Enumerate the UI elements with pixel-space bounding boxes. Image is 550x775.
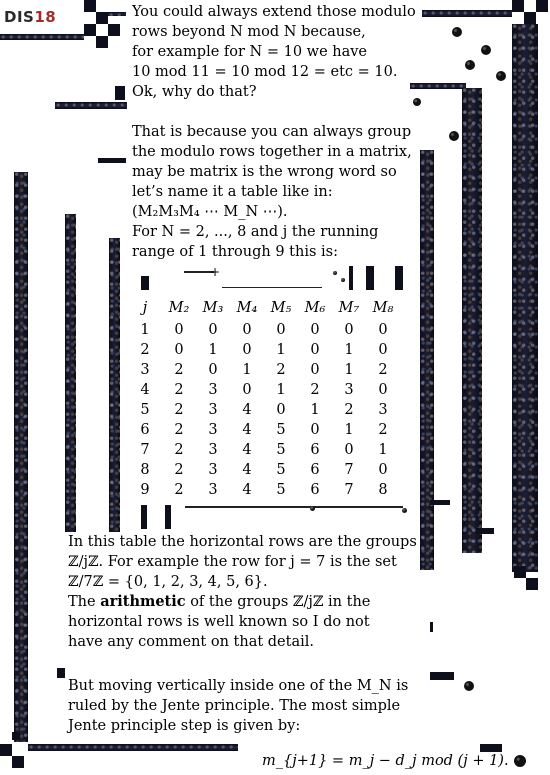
dot	[514, 755, 526, 767]
table-header: M₃	[202, 300, 224, 316]
row-index-cell: 8	[140, 462, 150, 478]
checker-block	[84, 24, 96, 36]
text-line: You could always extend those modulo	[132, 4, 416, 20]
cross-mark-icon: +	[210, 265, 221, 279]
text-line: range of 1 through 9 this is:	[132, 244, 338, 260]
row-index-cell: 7	[140, 442, 150, 458]
table-cell: 0	[276, 402, 286, 418]
table-cell: 1	[242, 362, 252, 378]
table-cell: 2	[174, 442, 184, 458]
text-line: 10 mod 11 = 10 mod 12 = etc = 10.	[132, 64, 398, 80]
table-cell: 2	[276, 362, 286, 378]
horizontal-bar	[28, 744, 238, 751]
table-cell: 2	[378, 362, 388, 378]
table-cell: 0	[310, 322, 320, 338]
table-cell: 4	[242, 402, 252, 418]
table-header: M₈	[372, 300, 394, 316]
row-index-cell: 6	[140, 422, 150, 438]
text-line: Ok, why do that?	[132, 84, 257, 100]
table-cell: 0	[242, 382, 252, 398]
table-cell: 1	[208, 342, 218, 358]
table-cell: 5	[276, 482, 286, 498]
vertical-bar	[462, 88, 482, 553]
horizontal-bar	[55, 102, 127, 109]
table-cell: 1	[344, 422, 354, 438]
table-cell: 3	[208, 442, 218, 458]
table-cell: 8	[378, 482, 388, 498]
table-cell: 2	[174, 462, 184, 478]
vertical-bar	[420, 150, 434, 570]
horizontal-bar	[422, 10, 512, 17]
dot	[310, 506, 315, 511]
table-cell: 1	[276, 342, 286, 358]
table-header: M₄	[236, 300, 258, 316]
table-cell: 2	[174, 402, 184, 418]
table-cell: 0	[242, 342, 252, 358]
table-cell: 0	[344, 322, 354, 338]
dot	[452, 27, 462, 37]
table-cell: 3	[208, 462, 218, 478]
horizontal-bar	[108, 12, 126, 16]
table-cell: 1	[378, 442, 388, 458]
vertical-bar	[14, 172, 28, 742]
dot	[341, 278, 345, 282]
block	[165, 505, 171, 529]
table-cell: 2	[174, 362, 184, 378]
block	[141, 276, 149, 290]
text-line: horizontal rows is well known so I do not	[68, 614, 370, 630]
table-cell: 0	[310, 342, 320, 358]
table-cell: 0	[378, 382, 388, 398]
table-cell: 2	[310, 382, 320, 398]
table-cell: 2	[174, 422, 184, 438]
checker-block	[0, 744, 12, 756]
logo-main: DIS	[4, 8, 35, 26]
table-cell: 0	[310, 362, 320, 378]
table-cell: 5	[276, 442, 286, 458]
checker-block	[526, 578, 538, 590]
block	[395, 266, 403, 290]
dot	[465, 60, 475, 70]
block	[98, 158, 126, 163]
block	[349, 266, 353, 290]
table-cell: 0	[242, 322, 252, 338]
modulo-table	[128, 298, 408, 498]
row-index-cell: 3	[140, 362, 150, 378]
checker-block	[96, 12, 108, 24]
row-index-cell: 9	[140, 482, 150, 498]
text-line: ℤ/7ℤ = {0, 1, 2, 3, 4, 5, 6}.	[68, 574, 268, 590]
table-cell: 3	[378, 402, 388, 418]
table-cell: 1	[310, 402, 320, 418]
table-cell: 4	[242, 482, 252, 498]
block	[430, 672, 454, 680]
block	[366, 266, 374, 290]
text-line: The arithmetic of the groups ℤ/jℤ in the	[68, 593, 371, 610]
logo-accent: 18	[34, 8, 57, 26]
table-cell: 4	[242, 462, 252, 478]
text-line: (M₂M₃M₄ ⋯ M_N ⋯).	[132, 204, 288, 220]
checker-block	[524, 12, 536, 24]
checker-block	[12, 756, 24, 768]
text-line: For N = 2, ..., 8 and j the running	[132, 224, 379, 240]
table-cell: 2	[174, 482, 184, 498]
text-line: But moving vertically inside one of the M_N is	[68, 678, 409, 694]
table-header: M₂	[168, 300, 190, 316]
table-cell: 0	[276, 322, 286, 338]
row-index-cell: 5	[140, 402, 150, 418]
block	[430, 622, 433, 632]
horizontal-bar	[0, 34, 84, 40]
table-header: j	[142, 300, 148, 316]
checker-block	[514, 566, 526, 578]
text-line: Jente principle step is given by:	[68, 718, 301, 734]
table-cell: 2	[344, 402, 354, 418]
table-cell: 6	[310, 442, 320, 458]
table-cell: 1	[276, 382, 286, 398]
table-header: M₆	[304, 300, 326, 316]
text-line: may be matrix is the wrong word so	[132, 164, 397, 180]
table-cell: 4	[242, 442, 252, 458]
table-cell: 0	[378, 462, 388, 478]
table-cell: 0	[378, 342, 388, 358]
text-line: rows beyond N mod N because,	[132, 24, 366, 40]
table-header: M₅	[270, 300, 292, 316]
table-cell: 2	[174, 382, 184, 398]
table-cell: 5	[276, 422, 286, 438]
vertical-bar	[65, 214, 76, 532]
jente-formula: m_{j+1} = m_j − d_j mod (j + 1).	[262, 753, 509, 769]
block	[476, 528, 494, 534]
checker-block	[512, 0, 524, 12]
table-cell: 3	[344, 382, 354, 398]
table-cell: 5	[276, 462, 286, 478]
dot	[481, 45, 491, 55]
checker-block	[84, 0, 96, 12]
dot	[333, 271, 337, 275]
table-cell: 0	[344, 442, 354, 458]
text-line: ruled by the Jente principle. The most simple	[68, 698, 401, 714]
table-cell: 6	[310, 462, 320, 478]
table-cell: 3	[208, 482, 218, 498]
text-line: have any comment on that detail.	[68, 634, 314, 650]
text-line: let’s name it a table like in:	[132, 184, 333, 200]
row-index-cell: 1	[140, 322, 150, 338]
table-cell: 0	[310, 422, 320, 438]
dot	[413, 98, 421, 106]
table-cell: 6	[310, 482, 320, 498]
vertical-bar	[512, 24, 538, 572]
table-cell: 0	[174, 342, 184, 358]
rule-line	[222, 287, 322, 288]
checker-block	[96, 36, 108, 48]
rule-line	[185, 506, 403, 508]
text-line: for example for N = 10 we have	[132, 44, 368, 60]
logo	[4, 8, 56, 26]
row-index-cell: 2	[140, 342, 150, 358]
block	[115, 86, 125, 100]
table-cell: 0	[208, 362, 218, 378]
table-cell: 0	[208, 322, 218, 338]
table-cell: 4	[242, 422, 252, 438]
table-cell: 3	[208, 402, 218, 418]
checker-block	[12, 732, 20, 740]
table-cell: 7	[344, 462, 354, 478]
dot	[402, 508, 407, 513]
text-line: That is because you can always group	[132, 124, 412, 140]
row-index-cell: 4	[140, 382, 150, 398]
dot	[496, 71, 506, 81]
text-line: ℤ/jℤ. For example the row for j = 7 is the set	[68, 554, 397, 570]
block	[57, 668, 65, 678]
text-line: the modulo rows together in a matrix,	[132, 144, 412, 160]
dot	[449, 131, 459, 141]
table-cell: 7	[344, 482, 354, 498]
checker-block	[108, 24, 120, 36]
vertical-bar	[109, 238, 120, 532]
table-cell: 0	[174, 322, 184, 338]
table-cell: 3	[208, 382, 218, 398]
table-cell: 0	[378, 322, 388, 338]
checker-block	[536, 0, 548, 12]
dot	[464, 681, 474, 691]
horizontal-bar	[410, 83, 466, 89]
table-cell: 2	[378, 422, 388, 438]
block	[430, 500, 450, 505]
text-line: In this table the horizontal rows are the groups	[68, 534, 417, 550]
table-cell: 1	[344, 362, 354, 378]
table-cell: 3	[208, 422, 218, 438]
table-header: M₇	[338, 300, 360, 316]
table-cell: 1	[344, 342, 354, 358]
block	[141, 505, 147, 529]
